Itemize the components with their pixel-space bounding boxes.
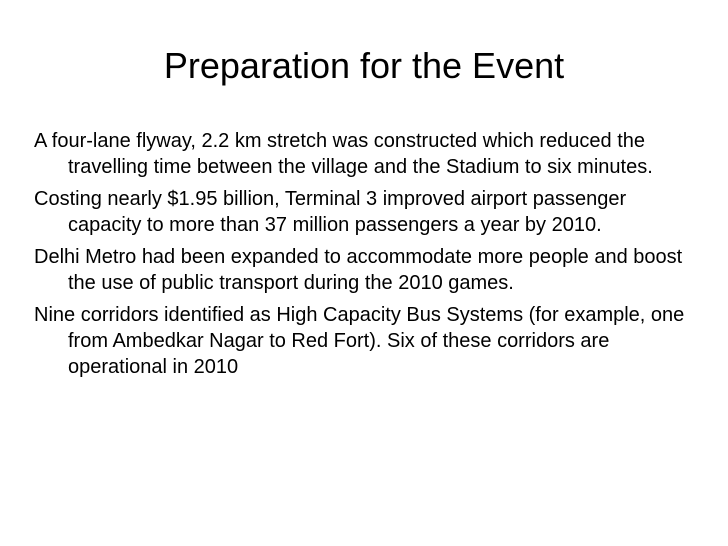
bullet-item: Costing nearly $1.95 billion, Terminal 3 improved airport passenger capacity to more than 37 million passengers a year by 2010. [34,188,627,236]
bullet-item: A four-lane flyway, 2.2 km stretch was constructed which reduced the travelling time between the village and the Stadium to six minutes. [34,130,653,178]
bullet-item: Nine corridors identified as High Capacity Bus Systems (for example, one from Ambedkar Nagar to Red Fort). Six of these corridors are operational in 2010 [34,304,685,378]
bullet-item: Delhi Metro had been expanded to accommodate more people and boost the use of public transport during the 2010 games. [34,246,683,294]
slide-title: Preparation for the Event [163,45,565,86]
bullet-list [34,128,694,386]
